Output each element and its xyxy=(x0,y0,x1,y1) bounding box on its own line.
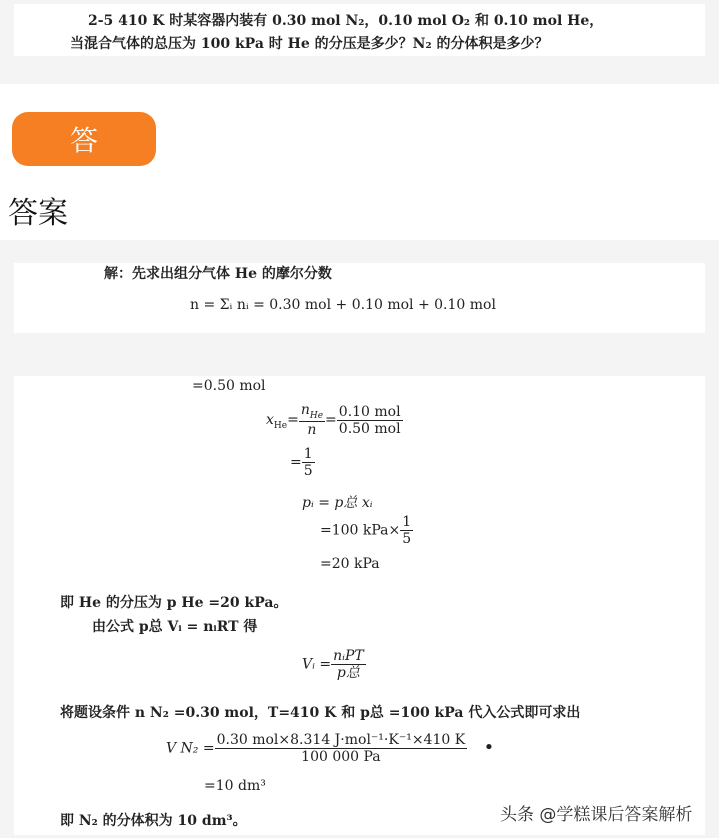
watermark: 头条 @学糕课后答案解析 xyxy=(500,805,693,825)
equation-mole-fraction: $x_{He}=$ $\frac{n_{He}}{n}$ = $\frac{\text{0.10 mol}}{\text{0.50 mol}}$ xyxy=(266,402,401,439)
frac-num: n xyxy=(300,402,310,418)
frac-num: nᵢPT xyxy=(333,648,364,664)
conclusion-he-pressure: 即 He 的分压为 p He =20 kPa。 xyxy=(60,595,288,611)
pressure-calc-text: =100 kPa× xyxy=(320,522,401,539)
frac-num: 0.30 mol×8.314 J·mol⁻¹·K⁻¹×410 K xyxy=(216,732,466,748)
fraction-n xyxy=(299,402,325,438)
question-box xyxy=(14,4,705,56)
fraction-mol xyxy=(337,404,403,437)
frac-den: 100 000 Pa xyxy=(301,749,381,766)
equation-partial-pressure: pᵢ = p总 xᵢ xyxy=(302,495,373,511)
frac-den: n xyxy=(307,422,317,439)
solution-intro: 解：先求出组分气体 He 的摩尔分数 xyxy=(104,266,332,282)
frac-num: 1 xyxy=(303,446,313,462)
question-line-1: 2-5 410 K 时某容器内装有 0.30 mol N₂，0.10 mol O₂ 和 0.10 mol He， xyxy=(88,13,604,29)
equation-sum: n = Σᵢ nᵢ = 0.30 mol + 0.10 mol + 0.10 mol xyxy=(190,297,496,313)
equation-pressure-result: =20 kPa xyxy=(320,556,380,572)
question-line-2: 当混合气体的总压为 100 kPa 时 He 的分压是多少？N₂ 的分体积是多少？ xyxy=(70,36,549,52)
equation-n2-result: =10 dm³ xyxy=(204,778,266,794)
equation-n2-volume: V N₂ = $\frac{\text{0.30 mol×8.314 J·mol⁻¹·K⁻¹×410 K}}{100 000 Pa}$ • xyxy=(166,732,495,766)
x-subscript: He xyxy=(273,420,288,431)
equation-pressure-calc xyxy=(320,514,413,547)
frac-num-sub: He xyxy=(309,410,324,421)
equation-volume xyxy=(302,648,366,681)
equation-sum-result: =0.50 mol xyxy=(192,378,266,394)
vn2-lhs: V N₂ = xyxy=(166,740,215,757)
answer-heading: 答案 xyxy=(8,196,68,231)
frac-den: 5 xyxy=(303,463,313,480)
equation-fraction-result: = $\frac{1}{5}$ xyxy=(290,446,313,480)
frac-den: p总 xyxy=(336,665,360,682)
x-symbol: x xyxy=(266,412,274,429)
answer-button[interactable]: 答 xyxy=(12,112,156,166)
formula-intro: 由公式 p总 Vᵢ = nᵢRT 得 xyxy=(92,619,258,635)
solution-box-1 xyxy=(14,263,705,333)
frac-den: 0.50 mol xyxy=(338,420,401,437)
conclusion-n2-volume: 即 N₂ 的分体积为 10 dm³。 xyxy=(60,813,247,829)
volume-lhs: Vᵢ = xyxy=(302,656,332,673)
frac-num: 0.10 mol xyxy=(338,403,401,420)
substitute-text: 将题设条件 n N₂ =0.30 mol，T=410 K 和 p总 =100 kPa 代入公式即可求出 xyxy=(60,705,581,721)
frac-den: 5 xyxy=(402,531,412,548)
frac-num: 1 xyxy=(402,514,412,530)
solution-box-2 xyxy=(14,376,705,835)
